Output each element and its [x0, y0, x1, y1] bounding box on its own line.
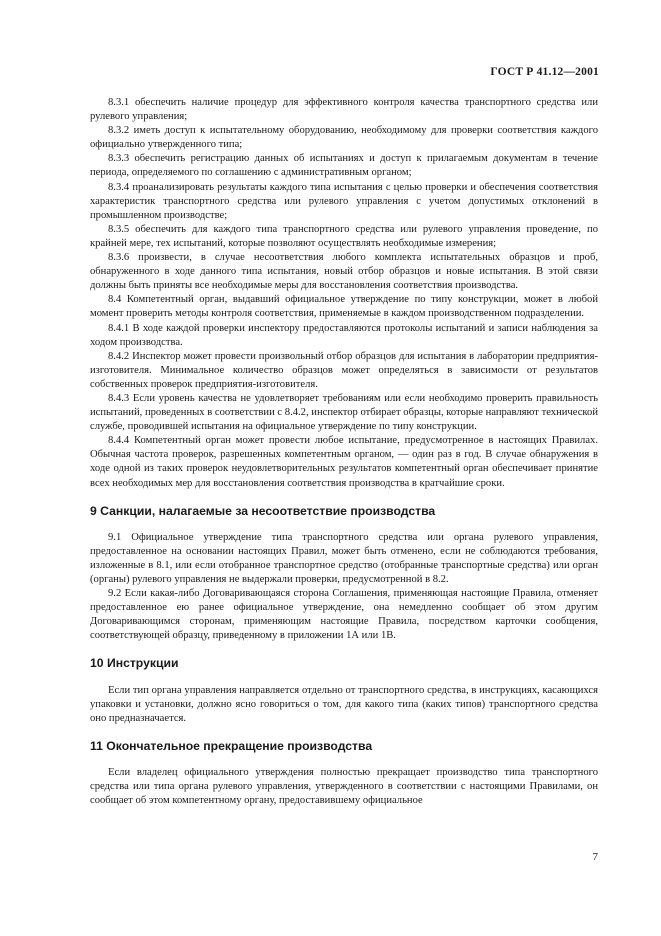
paragraph-9-1: 9.1 Официальное утверждение типа транспортного средства или органа рулевого управления, предоставленное на основании настоящих Правил, может быть отменено, если не соблюдаются требования, изложенные в 8.1, или если отобранное транспортное средство (отобранные транспортные средства) или орган (органы) рулевого управления не выдержали проверки, предусмотренной в 8.2. [90, 531, 598, 585]
document-code: ГОСТ Р 41.12—2001 [490, 66, 599, 78]
section-11-heading: 11 Окончательное прекращение производства [90, 738, 373, 753]
paragraph-8-3-2: 8.3.2 иметь доступ к испытательному оборудованию, необходимому для проверки соответствия каждого официально утвержденного типа; [90, 125, 598, 151]
paragraph-8-3-1: 8.3.1 обеспечить наличие процедур для эффективного контроля качества транспортного средства или рулевого управления; [90, 97, 598, 123]
section-10-heading: 10 Инструкции [90, 656, 179, 671]
document-body [90, 96, 598, 808]
paragraph-8-3-6: 8.3.6 произвести, в случае несоответствия любого комплекта испытательных образцов и проб, обнаруженного в ходе данного типа испытания, новый отбор образцов и новые испытания. В этой связи должны быть приняты все необходимые меры для восстановления соответствия производства. [90, 252, 598, 292]
paragraph-11: Если владелец официального утверждения полностью прекращает производство типа транспортного средства или типа органа рулевого управления, утвержденного в соответствии с настоящими Правилами, он сообщает об этом компетентному органу, предоставившему официальное [90, 766, 598, 807]
paragraph-8-3-4: 8.3.4 проанализировать результаты каждого типа испытания с целью проверки и обеспечения соответствия характеристик транспортного средства или рулевого управления с учетом допустимых отклонений в промышленном производстве; [90, 181, 598, 221]
paragraph-8-4-1: 8.4.1 В ходе каждой проверки инспектору предоставляются протоколы испытаний и записи наблюдения за ходом производства. [90, 322, 598, 348]
paragraph-9-2: 9.2 Если какая-либо Договаривающаяся сторона Соглашения, применяющая настоящие Правила, отменяет предоставленное ею ранее официальное утверждение, она немедленно сообщает об этом другим Договаривающимся сторонам, применяющим настоящие Правила, посредством карточки сообщения, соответствующей образцу, приведенному в приложении 1А или 1В. [90, 588, 598, 642]
paragraph-8-4-3: 8.4.3 Если уровень качества не удовлетворяет требованиям или если необходимо проверить правильность испытаний, проведенных в соответствии с 8.4.2, инспектор отбирает образцы, которые направляют технической службе, проводившей испытания на официальное утверждение по типу конструкции. [90, 392, 598, 433]
paragraph-8-4-2: 8.4.2 Инспектор может провести произвольный отбор образцов для испытания в лаборатории предприятия-изготовителя. Минимальное количество образцов может определяться в зависимости от результатов собственных проверок предприятия-изготовителя. [90, 350, 598, 390]
paragraph-8-3-5: 8.3.5 обеспечить для каждого типа транспортного средства или рулевого управления проведение, по крайней мере, тех испытаний, которые позволяют осуществлять необходимые измерения; [90, 223, 598, 249]
section-9-heading: 9 Санкции, налагаемые за несоответствие производства [90, 503, 436, 518]
paragraph-8-3-3: 8.3.3 обеспечить регистрацию данных об испытаниях и доступ к прилагаемым документам в течение периода, определяемого по соглашению с административным органом; [90, 153, 598, 179]
paragraph-8-4: 8.4 Компетентный орган, выдавший официальное утверждение по типу конструкции, может в любой момент проверить методы контроля соответствия, применяемые в каждом производственном подразделении. [90, 294, 598, 320]
page-number: 7 [592, 851, 598, 863]
paragraph-10: Если тип органа управления направляется отдельно от транспортного средства, в инструкциях, касающихся упаковки и установки, должно ясно говориться о том, для какого типа (каких типов) транспортного средства оно предназначается. [90, 684, 598, 724]
paragraph-8-4-4: 8.4.4 Компетентный орган может провести любое испытание, предусмотренное в настоящих Правилах. Обычная частота проверок, разрешенных компетентным органом, — один раз в год. В случае обнаружения в ходе одной из таких проверок неудовлетворительных результатов компетентный орган обеспечивает принятие всех необходимых мер для восстановления соответствия производства в кратчайшие сроки. [90, 435, 598, 489]
